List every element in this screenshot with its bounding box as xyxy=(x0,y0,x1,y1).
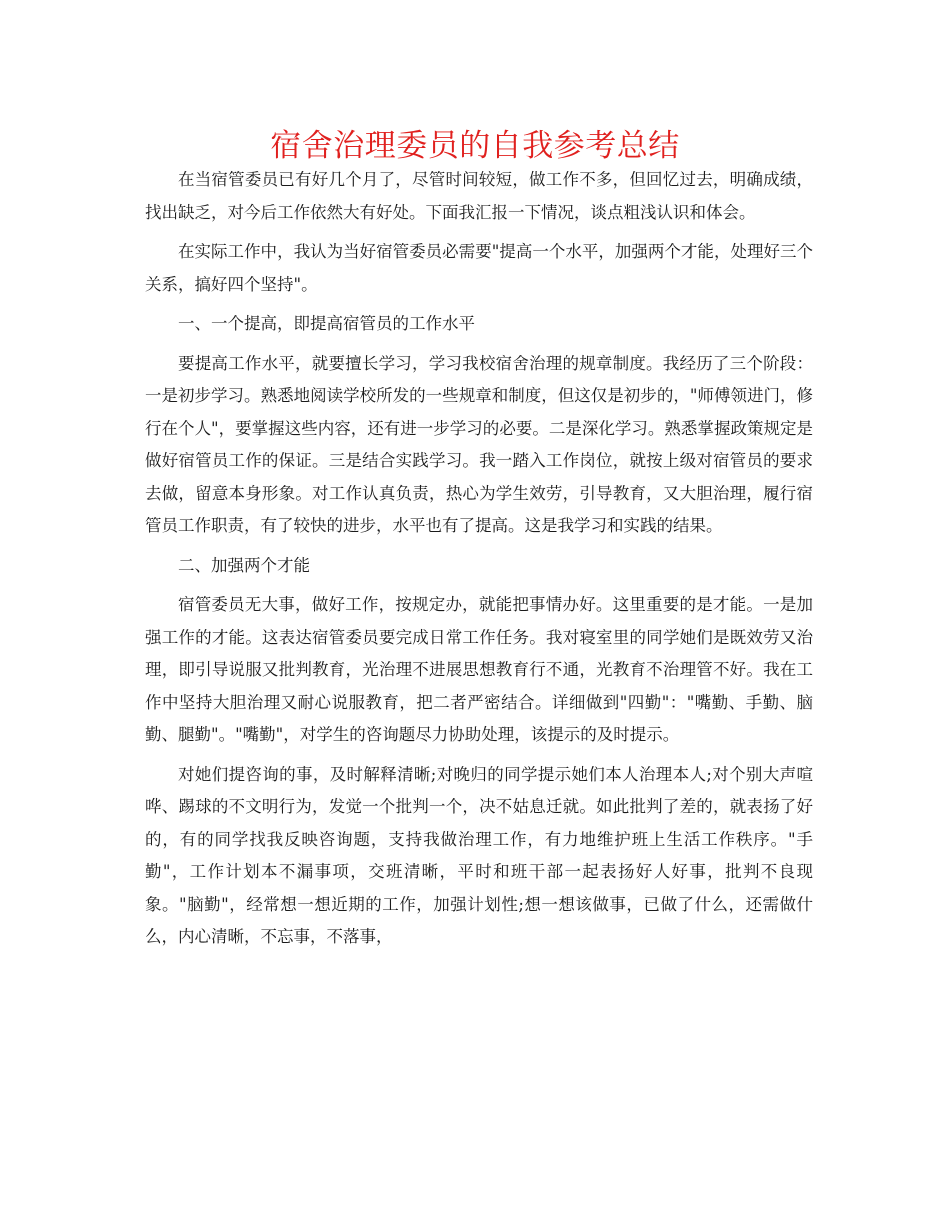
document-title: 宿舍治理委员的自我参考总结 xyxy=(270,128,680,164)
paragraph-summary: 在实际工作中，我认为当好宿管委员必需要"提高一个水平，加强两个才能，处理好三个关系，搞好四个坚持"。 xyxy=(145,242,813,294)
paragraph-intro: 在当宿管委员已有好几个月了，尽管时间较短，做工作不多，但回忆过去，明确成绩，找出缺乏，对今后工作依然大有好处。下面我汇报一下情况，谈点粗浅认识和体会。 xyxy=(145,170,813,222)
paragraph-section-two-continued: 对她们提咨询的事，及时解释清晰;对晚归的同学提示她们本人治理本人;对个别大声喧哗、踢球的不文明行为，发觉一个批判一个，决不姑息迁就。如此批判了差的，就表扬了好的，有的同学找我反映咨询题，支持我做治理工作，有力地维护班上生活工作秩序。"手勤"，工作计划本不漏事项，交班清晰，平时和班干部一起表扬好人好事，批判不良现象。"脑勤"，经常想一想近期的工作，加强计划性;想一想该做事，已做了什么，还需做什么，内心清晰，不忘事，不落事， xyxy=(145,764,813,946)
section-heading-two: 二、加强两个才能 xyxy=(178,555,310,575)
paragraph-section-two: 宿管委员无大事，做好工作，按规定办，就能把事情办好。这里重要的是才能。一是加强工作的才能。这表达宿管委员要完成日常工作任务。我对寝室里的同学她们是既效劳又治理，即引导说服又批判教育，光治理不进展思想教育行不通，光教育不治理管不好。我在工作中坚持大胆治理又耐心说服教育，把二者严密结合。详细做到"四勤"："嘴勤、手勤、脑勤、腿勤"。"嘴勤"，对学生的咨询题尽力协助处理，该提示的及时提示。 xyxy=(145,595,813,744)
section-heading-one: 一、一个提高，即提高宿管员的工作水平 xyxy=(178,314,475,333)
paragraph-section-one: 要提高工作水平，就要擅长学习，学习我校宿舍治理的规章制度。我经历了三个阶段：一是初步学习。熟悉地阅读学校所发的一些规章和制度，但这仅是初步的，"师傅领进门，修行在个人"，要掌握这些内容，还有进一步学习的必要。二是深化学习。熟悉掌握政策规定是做好宿管员工作的保证。三是结合实践学习。我一踏入工作岗位，就按上级对宿管员的要求去做，留意本身形象。对工作认真负责，热心为学生效劳，引导教育，又大胆治理，履行宿管员工作职责，有了较快的进步，水平也有了提高。这是我学习和实践的结果。 xyxy=(145,353,813,535)
document-body xyxy=(145,164,813,961)
